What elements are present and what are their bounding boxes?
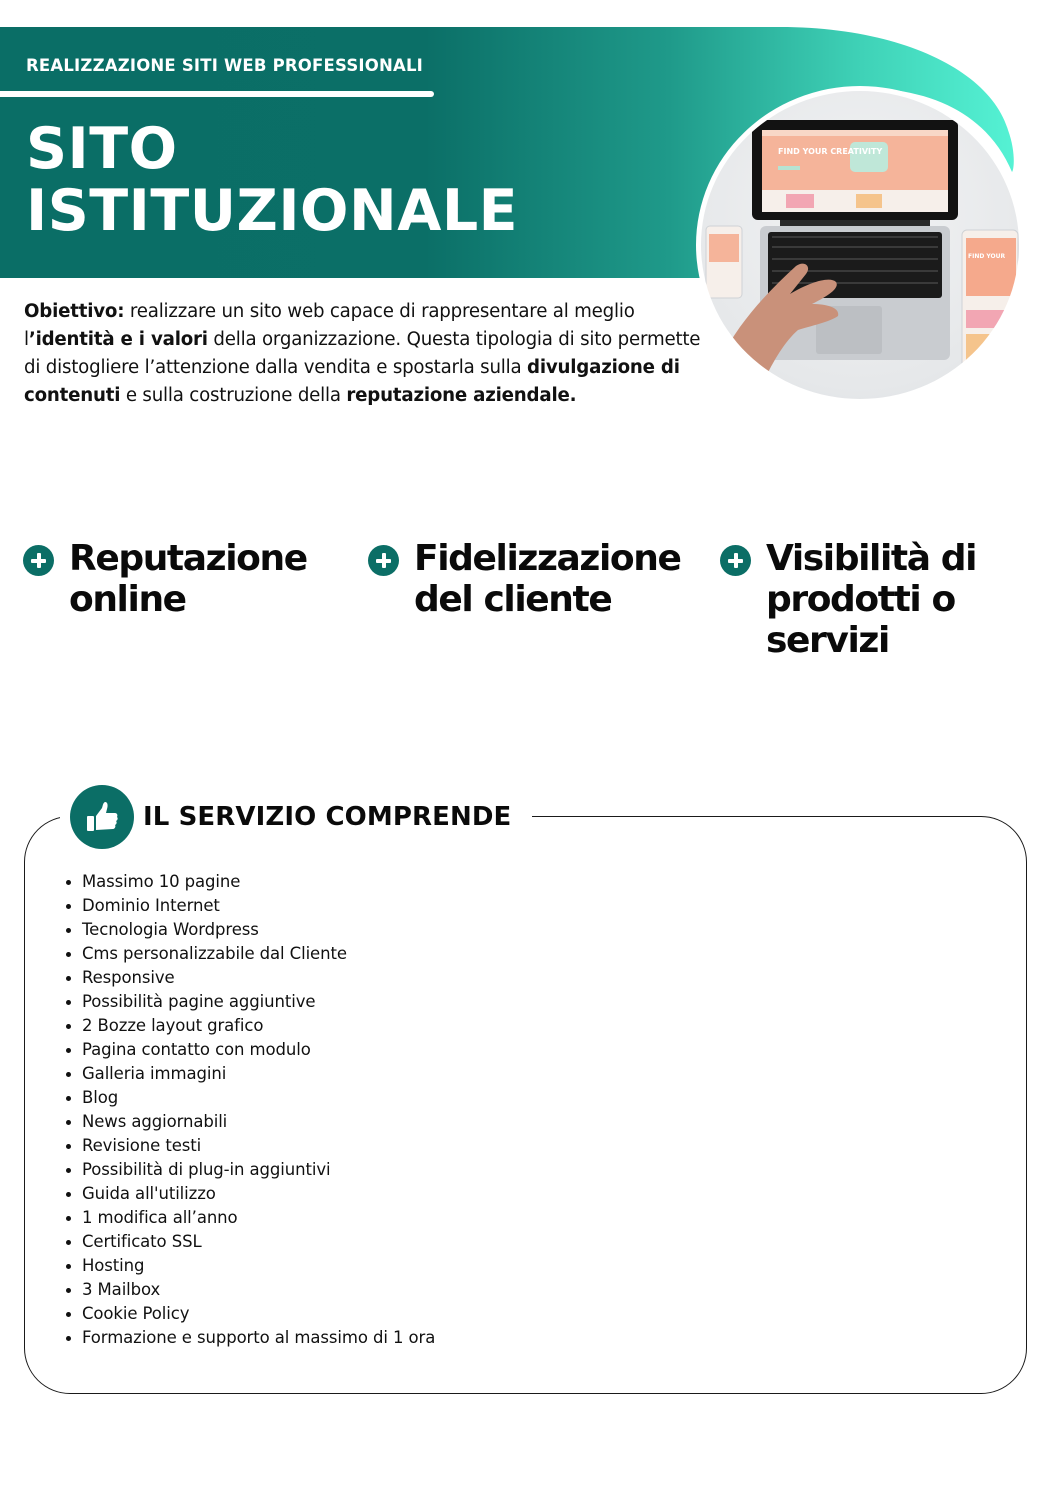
benefit-reputazione-online [23,538,307,620]
list-item: News aggiornabili [82,1110,435,1134]
list-item: Galleria immagini [82,1062,435,1086]
list-item: Cookie Policy [82,1302,435,1326]
list-item: Dominio Internet [82,894,435,918]
list-item: Guida all'utilizzo [82,1182,435,1206]
plus-circle-icon [368,545,399,576]
intro-label: Obiettivo: [24,301,125,322]
service-list [82,870,435,1350]
list-item: Pagina contatto con modulo [82,1038,435,1062]
benefit-label: Fidelizzazione del cliente [414,538,681,620]
page-title-line-1: SITO [26,116,178,182]
intro-highlight-identity: ’identità e i valori [28,329,208,350]
list-item: 2 Bozze layout grafico [82,1014,435,1038]
plus-circle-icon [720,545,751,576]
plus-circle-icon [23,545,54,576]
list-item: Certificato SSL [82,1230,435,1254]
laptop-photo [700,90,1020,400]
list-item: Massimo 10 pagine [82,870,435,894]
benefit-label: Reputazione online [69,538,307,620]
list-item: Revisione testi [82,1134,435,1158]
list-item: Formazione e supporto al massimo di 1 ora [82,1326,435,1350]
thumbs-up-badge [70,785,134,849]
thumbs-up-icon [84,799,120,835]
list-item: Tecnologia Wordpress [82,918,435,942]
list-item: Hosting [82,1254,435,1278]
header-divider [0,91,434,97]
list-item: Responsive [82,966,435,990]
list-item: Possibilità di plug-in aggiuntivi [82,1158,435,1182]
svg-text:FIND YOUR CREATIVITY: FIND YOUR CREATIVITY [778,147,883,156]
service-title: IL SERVIZIO COMPRENDE [143,802,512,832]
list-item: Cms personalizzabile dal Cliente [82,942,435,966]
laptop-illustration-icon [700,90,1020,400]
svg-text:FIND YOUR: FIND YOUR [968,253,1006,260]
list-item: Blog [82,1086,435,1110]
intro-paragraph: Obiettivo: realizzare un sito web capace di rappresentare al meglio l’identità e i valori della organizzazione. Questa tipologia di sito permette di distogliere l’attenzione dalla vendita e spostarla sulla divulgazione di contenuti e sulla costruzione della reputazione aziendale. [24,301,701,406]
page-title-line-2: ISTITUZIONALE [26,178,519,244]
intro-highlight-reputation: reputazione aziendale. [346,385,577,406]
page-title [26,118,518,242]
list-item: 3 Mailbox [82,1278,435,1302]
benefit-visibilita-prodotti [720,538,976,661]
benefit-label: Visibilità di prodotti o servizi [766,538,977,661]
intro-highlight-content: divulgazione di contenuti [24,357,680,406]
benefit-fidelizzazione-cliente [368,538,680,620]
list-item: 1 modifica all’anno [82,1206,435,1230]
header-tagline: REALIZZAZIONE SITI WEB PROFESSIONALI [26,56,423,75]
list-item: Possibilità pagine aggiuntive [82,990,435,1014]
